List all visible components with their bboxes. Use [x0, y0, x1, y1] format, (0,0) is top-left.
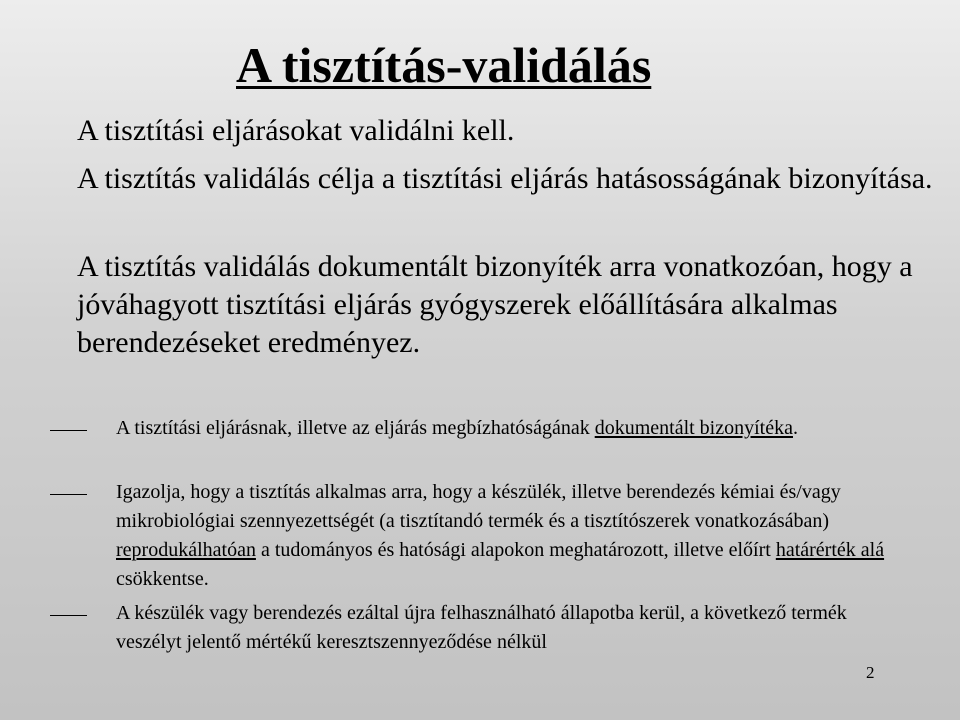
text-segment: a tudományos és hatósági alapokon meghatározott, illetve előírt — [255, 539, 776, 561]
dash-bullet — [50, 615, 87, 616]
text-segment: Igazolja, hogy a tisztítás alkalmas arra, hogy a készülék, illetve berendezés kémiai és/vagy mikrobiológiai szennyezettségét (a tisztítandó termék és a tisztítószerek vonatkozásában) — [116, 481, 841, 532]
sub-item-text — [116, 414, 906, 443]
sub-item-text: A készülék vagy berendezés ezáltal újra felhasználható állapotba kerül, a következő termék veszélyt jelentő mértékű keresztszennyeződése nélkül — [116, 602, 847, 653]
dash-bullet — [50, 430, 87, 431]
paragraph-validation-definition: A tisztítás validálás dokumentált bizonyíték arra vonatkozóan, hogy a jóváhagyott tisztítási eljárás gyógyszerek előállítására alkalmas berendezéseket eredményez. — [77, 250, 913, 359]
underlined-text: határérték alá — [775, 539, 885, 561]
underlined-text: reprodukálhatóan — [116, 539, 256, 561]
sub-item-text — [116, 478, 906, 594]
text-segment: csökkentse. — [116, 568, 209, 590]
page-number: 2 — [866, 663, 875, 682]
dash-bullet — [50, 494, 87, 495]
underlined-text: dokumentált bizonyítéka — [594, 417, 793, 439]
text-segment: A tisztítási eljárásnak, illetve az eljárás megbízhatóságának — [116, 417, 595, 439]
paragraph-validation-purpose: A tisztítás validálás célja a tisztítási eljárás hatásosságának bizonyítása. — [77, 162, 933, 195]
paragraph-validation-required: A tisztítási eljárásokat validálni kell. — [77, 114, 515, 147]
slide-title: A tisztítás-validálás — [236, 37, 652, 93]
text-segment: . — [792, 417, 798, 439]
